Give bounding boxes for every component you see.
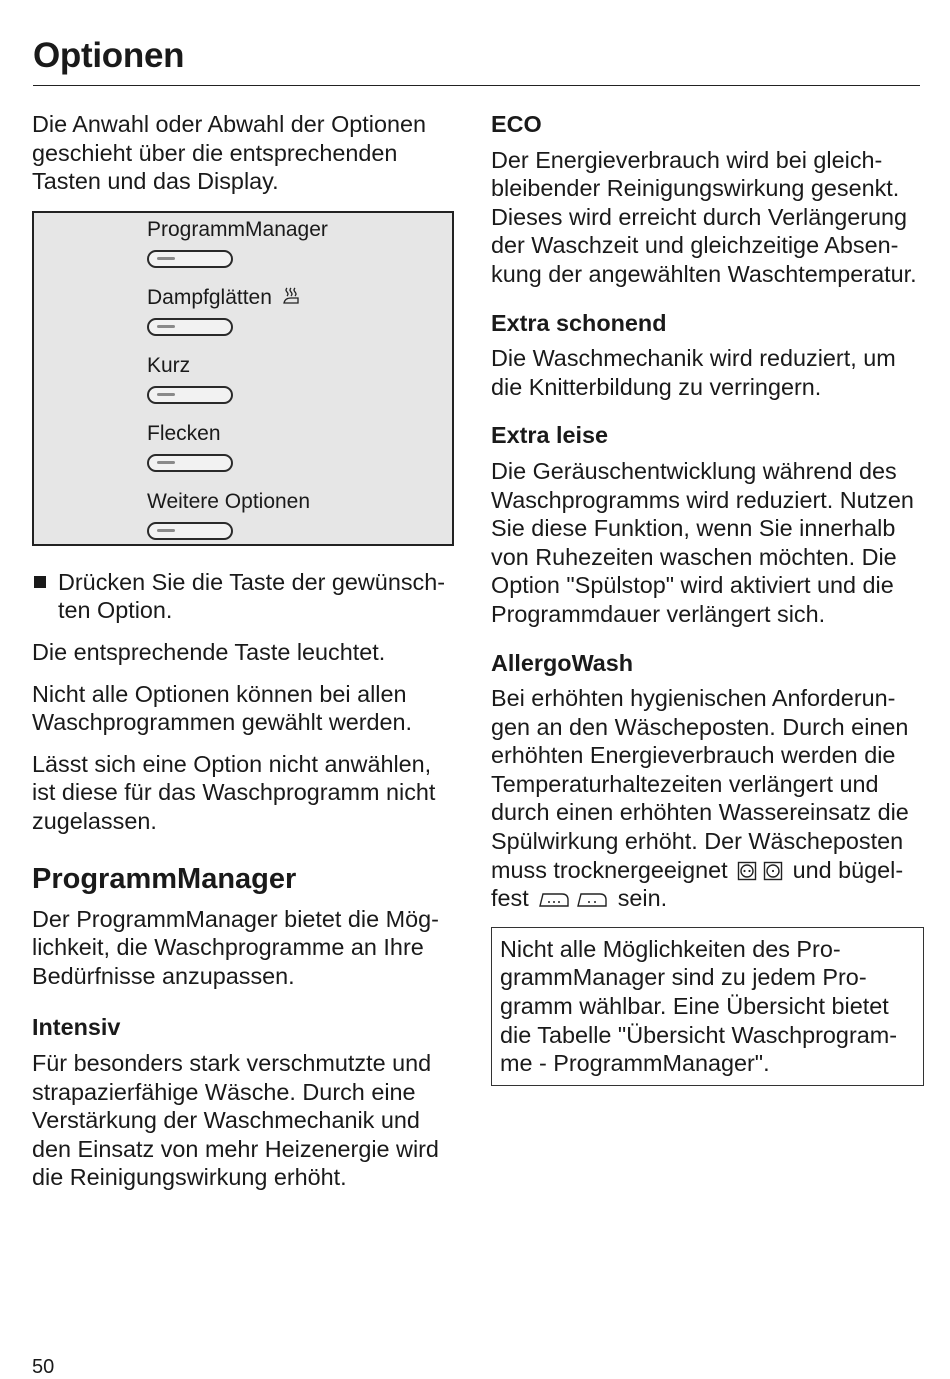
page-number: 50 <box>32 1356 55 1378</box>
paragraph: Die entsprechende Taste leuchtet. <box>32 638 386 665</box>
allergowash-heading: AllergoWash <box>491 649 634 676</box>
eco-heading: ECO <box>491 111 542 137</box>
left-column <box>32 110 460 1192</box>
extra-schonend-text: Die Waschmechanik wird reduziert, um die Knitterbildung zu verringern. <box>491 345 896 400</box>
option-label: Dampfglätten <box>147 285 272 309</box>
paragraph: Lässt sich eine Option nicht anwählen, ist diese für das Waschprogramm nicht zugelassen. <box>32 750 436 834</box>
weitere-optionen-button[interactable] <box>147 522 233 540</box>
option-label: ProgrammManager <box>147 217 328 241</box>
option-weitere <box>147 490 310 540</box>
tumble-dryer-icon <box>737 861 757 881</box>
section-intro: Der ProgrammManager bietet die Möglichkeit, die Waschprogramme an Ihre Bedürfnisse anzupassen. <box>32 905 439 989</box>
intro-text: Die Anwahl oder Abwahl der Optionen geschieht über die entsprechenden Tasten und das Display. <box>32 111 426 195</box>
steam-iron-icon <box>281 286 301 306</box>
option-flecken <box>147 422 233 472</box>
bullet-text: Drücken Sie die Taste der gewünschten Option. <box>58 568 446 624</box>
right-column <box>491 110 926 1086</box>
kurz-button[interactable] <box>147 386 233 404</box>
title-divider <box>33 85 920 86</box>
instruction-bullet <box>32 568 460 625</box>
option-dampfglaetten <box>147 286 301 336</box>
iron-icon <box>576 889 608 909</box>
bullet-square-icon <box>34 576 46 588</box>
paragraph: Nicht alle Optionen können bei allen Waschprogrammen gewählt werden. <box>32 680 413 736</box>
option-label: Flecken <box>147 421 221 445</box>
flecken-button[interactable] <box>147 454 233 472</box>
programmmanager-button[interactable] <box>147 250 233 268</box>
option-label: Kurz <box>147 353 191 377</box>
extra-leise-text: Die Geräuschentwicklung während des Waschprogramms wird reduziert. Nutzen Sie diese Funktion, wenn Sie innerhalb von Ruhezeiten waschen möchten. Die Option "Spülstop" wird aktiviert und die Programmdauer verlängert sich. <box>491 457 914 627</box>
option-label: Weitere Optionen <box>147 489 311 513</box>
intensiv-heading: Intensiv <box>32 1014 121 1041</box>
options-panel <box>32 211 454 546</box>
option-programmmanager <box>147 218 328 268</box>
iron-icon <box>538 889 570 909</box>
note-text: Nicht alle Möglichkeiten des ProgrammManager sind zu jedem Programm wählbar. Eine Übersicht bietet die Tabelle "Übersicht Waschprogramme - ProgrammManager". <box>500 935 898 1077</box>
allergowash-text: Bei erhöhten hygienischen Anforderungen an den Wäscheposten. Durch einen erhöhten Energieverbrauch werden die Temperaturhaltezeiten verlängert und durch einen erhöhten Wassereinsatz die Spülwirkung erhöht. Der Wäscheposten muss trocknergeeignet und bügelfest sein. <box>491 685 909 912</box>
intensiv-text: Für besonders stark verschmutzte und strapazierfähige Wäsche. Durch eine Verstärkung der Waschmechanik und den Einsatz von mehr Heizenergie wird die Reinigungswirkung erhöht. <box>32 1049 439 1191</box>
eco-text: Der Energieverbrauch wird bei gleichbleibender Reinigungswirkung gesenkt. Dieses wird erreicht durch Verlängerung der Waschzeit und gleichzeitige Absenkung der angewählten Waschtemperatur. <box>491 146 917 287</box>
option-kurz <box>147 354 233 404</box>
section-title: ProgrammManager <box>32 862 297 895</box>
extra-schonend-heading: Extra schonend <box>491 309 667 336</box>
extra-leise-heading: Extra leise <box>491 422 609 449</box>
tumble-dryer-icon <box>763 861 783 881</box>
dampfglaetten-button[interactable] <box>147 318 233 336</box>
page-title: Optionen <box>33 36 185 75</box>
note-box <box>491 927 924 1086</box>
